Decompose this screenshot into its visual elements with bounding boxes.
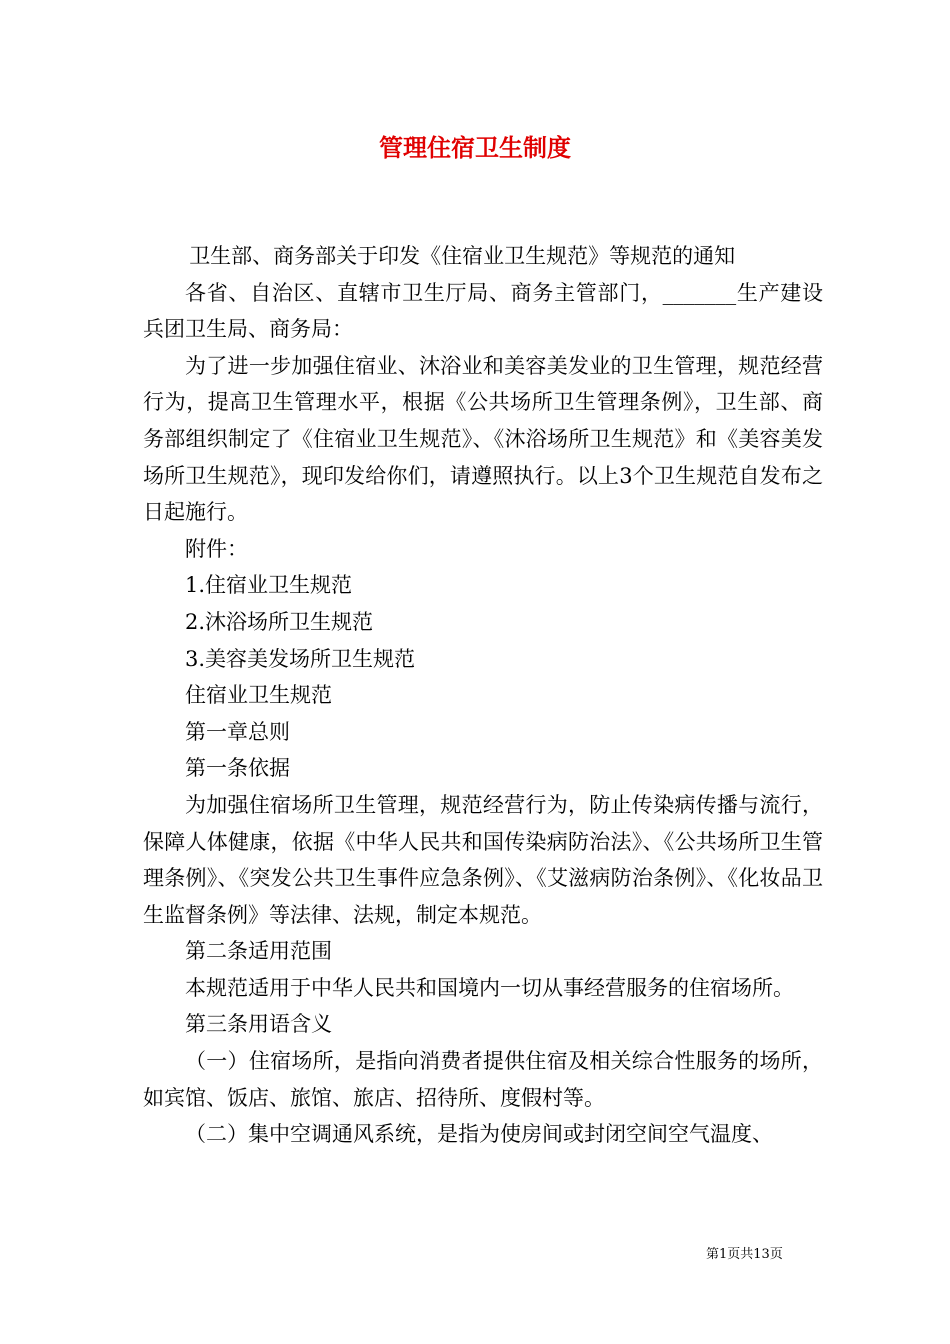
attachment-item-2: 2.沐浴场所卫生规范	[185, 609, 374, 634]
section-title: 住宿业卫生规范	[185, 683, 332, 708]
document-title: 管理住宿卫生制度	[379, 133, 571, 162]
article-1-heading: 第一条依据	[185, 756, 290, 781]
page-number: 第1页共13页	[706, 1247, 783, 1262]
document-body	[143, 238, 823, 1153]
article-2-body: 本规范适用于中华人民共和国境内一切从事经营服务的住宿场所。	[185, 975, 794, 1000]
attachment-item-1: 1.住宿业卫生规范	[185, 573, 353, 598]
notice-body-paragraph: 为了进一步加强住宿业、沐浴业和美容美发业的卫生管理，规范经营行为，提高卫生管理水平，根据《公共场所卫生管理条例》，卫生部、商务部组织制定了《住宿业卫生规范》、《沐浴场所卫生规范》和《美容美发场所卫生规范》，现印发给你们，请遵照执行。以上3个卫生规范自发布之日起施行。	[143, 353, 823, 525]
article-1-body: 为加强住宿场所卫生管理，规范经营行为，防止传染病传播与流行，保障人体健康，依据《中华人民共和国传染病防治法》、《公共场所卫生管理条例》、《突发公共卫生事件应急条例》、《艾滋病防治条例》、《化妆品卫生监督条例》等法律、法规，制定本规范。	[143, 792, 823, 927]
notice-heading: 卫生部、商务部关于印发《住宿业卫生规范》等规范的通知	[189, 244, 736, 268]
attachment-label: 附件：	[185, 536, 248, 561]
article-2-heading: 第二条适用范围	[185, 939, 332, 964]
addressee-paragraph: 各省、自治区、直辖市卫生厅局、商务主管部门，_______生产建设兵团卫生局、商务局：	[143, 280, 823, 342]
article-3-heading: 第三条用语含义	[185, 1012, 332, 1037]
article-3-item-2: （二）集中空调通风系统，是指为使房间或封闭空间空气温度、	[185, 1122, 773, 1147]
attachment-item-3: 3.美容美发场所卫生规范	[185, 646, 416, 671]
chapter-heading: 第一章总则	[185, 719, 290, 744]
article-3-item-1: （一）住宿场所，是指向消费者提供住宿及相关综合性服务的场所，如宾馆、饭店、旅馆、旅店、招待所、度假村等。	[143, 1049, 823, 1110]
